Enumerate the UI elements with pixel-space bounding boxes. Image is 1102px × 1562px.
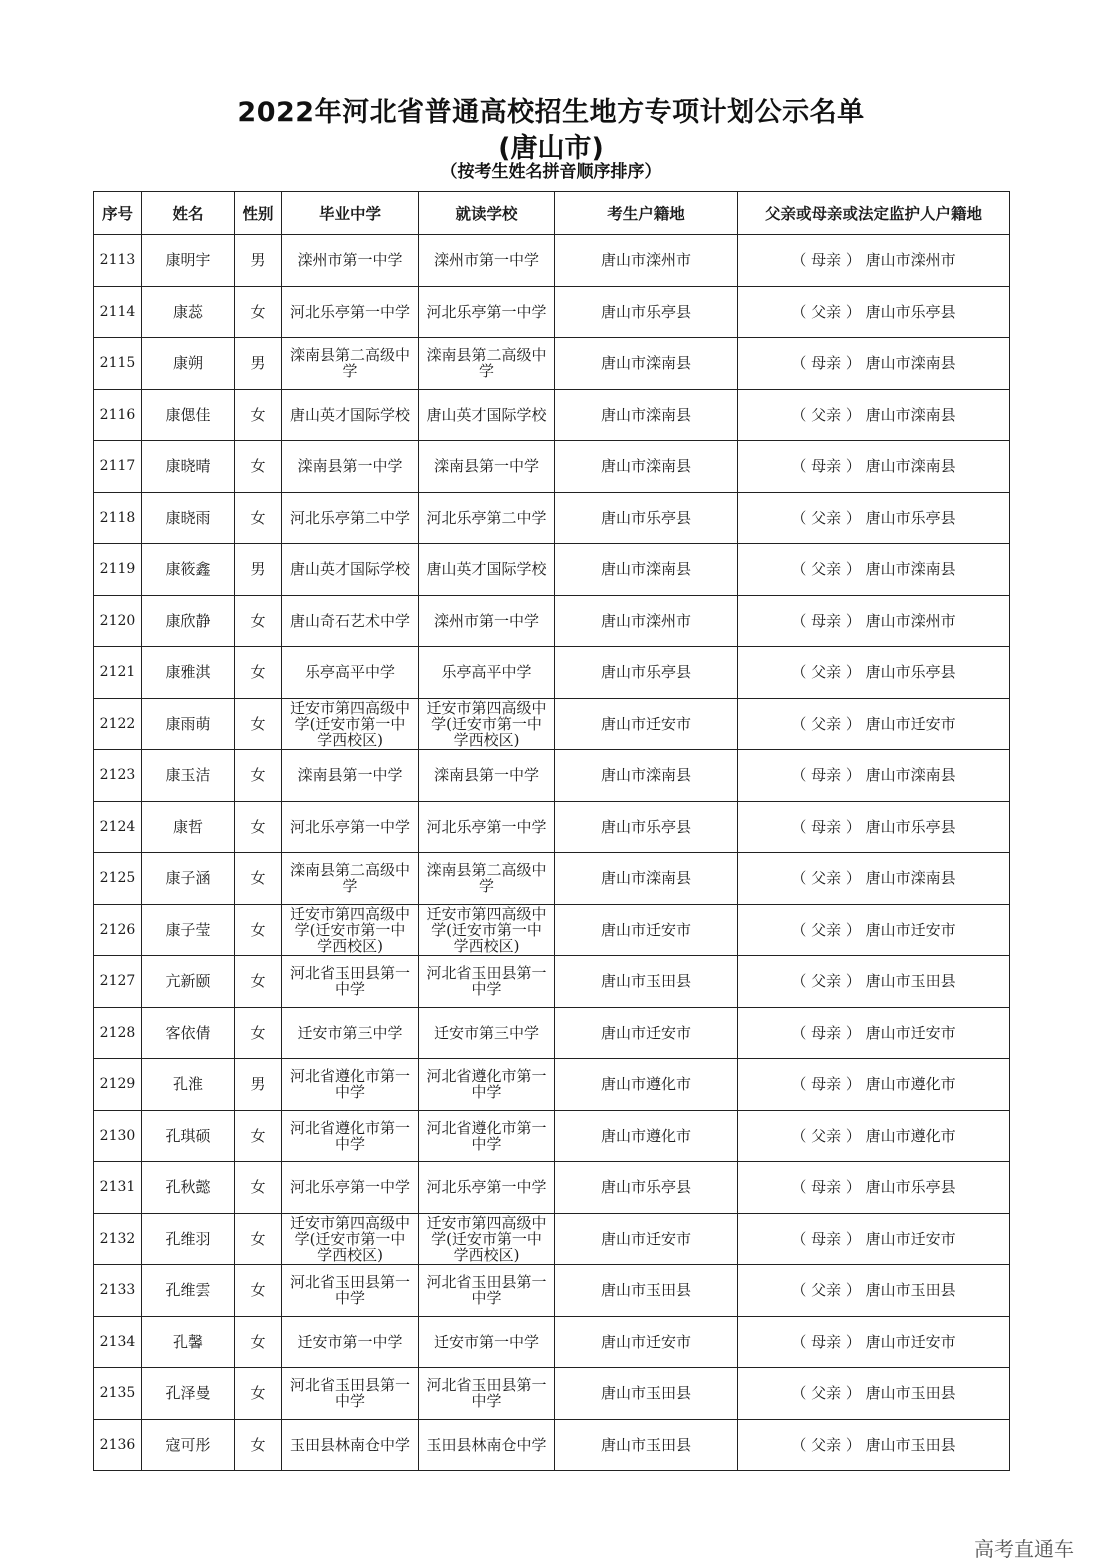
cell-name: 康晓雨 — [142, 492, 235, 544]
cell-gender: 女 — [235, 801, 282, 853]
cell-seq: 2117 — [94, 441, 142, 493]
cell-hukou: 唐山市遵化市 — [555, 1110, 738, 1162]
cell-hukou: 唐山市滦南县 — [555, 750, 738, 802]
cell-parent-hukou: （ 父亲 ） 唐山市乐亭县 — [738, 286, 1010, 338]
cell-seq: 2114 — [94, 286, 142, 338]
cell-parent-hukou: （ 母亲 ） 唐山市滦州市 — [738, 235, 1010, 287]
cell-grad-school: 迁安市第四高级中学(迁安市第一中学西校区) — [282, 1213, 419, 1265]
cell-name: 孔琪硕 — [142, 1110, 235, 1162]
cell-grad-school: 乐亭高平中学 — [282, 647, 419, 699]
cell-grad-school: 河北乐亭第一中学 — [282, 801, 419, 853]
cell-seq: 2130 — [94, 1110, 142, 1162]
cell-parent-hukou: （ 父亲 ） 唐山市玉田县 — [738, 1419, 1010, 1471]
header-hukou: 考生户籍地 — [555, 192, 738, 235]
cell-gender: 女 — [235, 1265, 282, 1317]
cell-parent-hukou: （ 母亲 ） 唐山市乐亭县 — [738, 801, 1010, 853]
cell-gender: 男 — [235, 1059, 282, 1111]
cell-parent-hukou: （ 母亲 ） 唐山市迁安市 — [738, 1316, 1010, 1368]
cell-seq: 2119 — [94, 544, 142, 596]
cell-current-school: 迁安市第三中学 — [419, 1007, 555, 1059]
cell-parent-hukou: （ 父亲 ） 唐山市滦南县 — [738, 853, 1010, 905]
table-row — [94, 853, 1010, 905]
table-row — [94, 1316, 1010, 1368]
cell-seq: 2134 — [94, 1316, 142, 1368]
cell-gender: 男 — [235, 544, 282, 596]
cell-gender: 女 — [235, 1419, 282, 1471]
cell-parent-hukou: （ 父亲 ） 唐山市滦南县 — [738, 544, 1010, 596]
cell-current-school: 河北省玉田县第一中学 — [419, 1265, 555, 1317]
cell-parent-hukou: （ 父亲 ） 唐山市玉田县 — [738, 956, 1010, 1008]
cell-name: 康子涵 — [142, 853, 235, 905]
cell-parent-hukou: （ 父亲 ） 唐山市玉田县 — [738, 1368, 1010, 1420]
cell-gender: 女 — [235, 286, 282, 338]
cell-current-school: 河北省玉田县第一中学 — [419, 956, 555, 1008]
cell-current-school: 迁安市第四高级中学(迁安市第一中学西校区) — [419, 904, 555, 956]
cell-gender: 男 — [235, 235, 282, 287]
cell-name: 康雅淇 — [142, 647, 235, 699]
cell-gender: 女 — [235, 1368, 282, 1420]
cell-grad-school: 唐山英才国际学校 — [282, 389, 419, 441]
table-row — [94, 1110, 1010, 1162]
cell-grad-school: 河北省玉田县第一中学 — [282, 1368, 419, 1420]
cell-grad-school: 迁安市第四高级中学(迁安市第一中学西校区) — [282, 698, 419, 750]
cell-name: 康偲佳 — [142, 389, 235, 441]
cell-name: 康玉洁 — [142, 750, 235, 802]
cell-parent-hukou: （ 父亲 ） 唐山市遵化市 — [738, 1110, 1010, 1162]
table-row — [94, 956, 1010, 1008]
cell-seq: 2131 — [94, 1162, 142, 1214]
cell-grad-school: 迁安市第三中学 — [282, 1007, 419, 1059]
sort-note: （按考生姓名拼音顺序排序） — [440, 162, 662, 182]
cell-seq: 2120 — [94, 595, 142, 647]
cell-parent-hukou: （ 父亲 ） 唐山市迁安市 — [738, 904, 1010, 956]
cell-parent-hukou: （ 母亲 ） 唐山市迁安市 — [738, 1007, 1010, 1059]
cell-grad-school: 唐山奇石艺术中学 — [282, 595, 419, 647]
cell-name: 亢新颐 — [142, 956, 235, 1008]
cell-current-school: 滦州市第一中学 — [419, 595, 555, 647]
cell-grad-school: 河北乐亭第二中学 — [282, 492, 419, 544]
table-row — [94, 286, 1010, 338]
cell-hukou: 唐山市迁安市 — [555, 1316, 738, 1368]
cell-current-school: 滦南县第一中学 — [419, 441, 555, 493]
cell-gender: 女 — [235, 956, 282, 1008]
cell-seq: 2115 — [94, 338, 142, 390]
cell-name: 寇可彤 — [142, 1419, 235, 1471]
table-row — [94, 235, 1010, 287]
cell-seq: 2136 — [94, 1419, 142, 1471]
header-seq: 序号 — [94, 192, 142, 235]
table-row — [94, 338, 1010, 390]
cell-parent-hukou: （ 母亲 ） 唐山市乐亭县 — [738, 1162, 1010, 1214]
cell-seq: 2122 — [94, 698, 142, 750]
cell-hukou: 唐山市迁安市 — [555, 904, 738, 956]
cell-name: 康晓晴 — [142, 441, 235, 493]
cell-current-school: 滦南县第二高级中学 — [419, 338, 555, 390]
city-subtitle: (唐山市) — [498, 133, 604, 164]
cell-parent-hukou: （ 母亲 ） 唐山市滦州市 — [738, 595, 1010, 647]
cell-parent-hukou: （ 父亲 ） 唐山市玉田县 — [738, 1265, 1010, 1317]
cell-hukou: 唐山市乐亭县 — [555, 286, 738, 338]
cell-seq: 2132 — [94, 1213, 142, 1265]
table-row — [94, 1059, 1010, 1111]
cell-grad-school: 滦南县第二高级中学 — [282, 338, 419, 390]
cell-gender: 女 — [235, 492, 282, 544]
cell-hukou: 唐山市乐亭县 — [555, 647, 738, 699]
table-row — [94, 1419, 1010, 1471]
table-row — [94, 1265, 1010, 1317]
cell-parent-hukou: （ 父亲 ） 唐山市滦南县 — [738, 389, 1010, 441]
cell-grad-school: 滦南县第一中学 — [282, 441, 419, 493]
cell-grad-school: 滦南县第一中学 — [282, 750, 419, 802]
cell-name: 康明宇 — [142, 235, 235, 287]
cell-current-school: 乐亭高平中学 — [419, 647, 555, 699]
cell-name: 康子莹 — [142, 904, 235, 956]
cell-name: 孔维雲 — [142, 1265, 235, 1317]
cell-seq: 2133 — [94, 1265, 142, 1317]
cell-seq: 2113 — [94, 235, 142, 287]
cell-parent-hukou: （ 父亲 ） 唐山市迁安市 — [738, 698, 1010, 750]
cell-grad-school: 滦南县第二高级中学 — [282, 853, 419, 905]
cell-name: 孔维羽 — [142, 1213, 235, 1265]
cell-name: 孔泽曼 — [142, 1368, 235, 1420]
table-row — [94, 1162, 1010, 1214]
cell-gender: 女 — [235, 904, 282, 956]
cell-hukou: 唐山市迁安市 — [555, 1213, 738, 1265]
cell-gender: 女 — [235, 1316, 282, 1368]
cell-hukou: 唐山市滦南县 — [555, 338, 738, 390]
table-row — [94, 647, 1010, 699]
cell-gender: 男 — [235, 338, 282, 390]
cell-current-school: 唐山英才国际学校 — [419, 544, 555, 596]
cell-hukou: 唐山市迁安市 — [555, 1007, 738, 1059]
cell-seq: 2123 — [94, 750, 142, 802]
admission-list-table — [93, 191, 1010, 1471]
cell-current-school: 迁安市第四高级中学(迁安市第一中学西校区) — [419, 698, 555, 750]
cell-name: 康欣静 — [142, 595, 235, 647]
header-grad-school: 毕业中学 — [282, 192, 419, 235]
cell-seq: 2126 — [94, 904, 142, 956]
table-row — [94, 389, 1010, 441]
table-row — [94, 441, 1010, 493]
cell-parent-hukou: （ 父亲 ） 唐山市乐亭县 — [738, 492, 1010, 544]
header-current-school: 就读学校 — [419, 192, 555, 235]
cell-name: 康蕊 — [142, 286, 235, 338]
table-row — [94, 544, 1010, 596]
cell-hukou: 唐山市玉田县 — [555, 1368, 738, 1420]
cell-seq: 2124 — [94, 801, 142, 853]
table-row — [94, 698, 1010, 750]
cell-grad-school: 河北省玉田县第一中学 — [282, 956, 419, 1008]
cell-name: 客依倩 — [142, 1007, 235, 1059]
cell-gender: 女 — [235, 441, 282, 493]
cell-hukou: 唐山市玉田县 — [555, 1419, 738, 1471]
cell-grad-school: 河北乐亭第一中学 — [282, 286, 419, 338]
cell-grad-school: 河北乐亭第一中学 — [282, 1162, 419, 1214]
cell-hukou: 唐山市滦南县 — [555, 441, 738, 493]
cell-grad-school: 玉田县林南仓中学 — [282, 1419, 419, 1471]
cell-current-school: 河北乐亭第一中学 — [419, 801, 555, 853]
table-row — [94, 1007, 1010, 1059]
cell-current-school: 迁安市第四高级中学(迁安市第一中学西校区) — [419, 1213, 555, 1265]
cell-current-school: 唐山英才国际学校 — [419, 389, 555, 441]
cell-parent-hukou: （ 母亲 ） 唐山市滦南县 — [738, 338, 1010, 390]
cell-gender: 女 — [235, 389, 282, 441]
cell-parent-hukou: （ 母亲 ） 唐山市迁安市 — [738, 1213, 1010, 1265]
cell-current-school: 滦南县第一中学 — [419, 750, 555, 802]
cell-current-school: 河北省玉田县第一中学 — [419, 1368, 555, 1420]
cell-current-school: 滦南县第二高级中学 — [419, 853, 555, 905]
cell-hukou: 唐山市乐亭县 — [555, 801, 738, 853]
cell-grad-school: 河北省玉田县第一中学 — [282, 1265, 419, 1317]
table-row — [94, 801, 1010, 853]
cell-parent-hukou: （ 母亲 ） 唐山市遵化市 — [738, 1059, 1010, 1111]
header-gender: 性别 — [235, 192, 282, 235]
cell-hukou: 唐山市滦南县 — [555, 853, 738, 905]
cell-hukou: 唐山市乐亭县 — [555, 1162, 738, 1214]
cell-seq: 2125 — [94, 853, 142, 905]
cell-hukou: 唐山市迁安市 — [555, 698, 738, 750]
cell-hukou: 唐山市乐亭县 — [555, 492, 738, 544]
cell-hukou: 唐山市滦州市 — [555, 235, 738, 287]
watermark: 高考直通车 — [974, 1537, 1074, 1561]
page-title: 2022年河北省普通高校招生地方专项计划公示名单 — [237, 97, 865, 128]
cell-hukou: 唐山市遵化市 — [555, 1059, 738, 1111]
header-name: 姓名 — [142, 192, 235, 235]
table-row — [94, 595, 1010, 647]
cell-hukou: 唐山市玉田县 — [555, 1265, 738, 1317]
cell-gender: 女 — [235, 595, 282, 647]
cell-gender: 女 — [235, 1213, 282, 1265]
cell-current-school: 河北省遵化市第一中学 — [419, 1110, 555, 1162]
cell-hukou: 唐山市滦南县 — [555, 544, 738, 596]
cell-seq: 2127 — [94, 956, 142, 1008]
cell-seq: 2116 — [94, 389, 142, 441]
cell-parent-hukou: （ 父亲 ） 唐山市乐亭县 — [738, 647, 1010, 699]
cell-seq: 2118 — [94, 492, 142, 544]
cell-gender: 女 — [235, 1110, 282, 1162]
table-row — [94, 750, 1010, 802]
table-row — [94, 904, 1010, 956]
cell-current-school: 河北乐亭第一中学 — [419, 1162, 555, 1214]
cell-seq: 2135 — [94, 1368, 142, 1420]
cell-gender: 女 — [235, 1007, 282, 1059]
cell-name: 康朔 — [142, 338, 235, 390]
cell-name: 康哲 — [142, 801, 235, 853]
cell-seq: 2121 — [94, 647, 142, 699]
table-row — [94, 1368, 1010, 1420]
cell-name: 孔馨 — [142, 1316, 235, 1368]
cell-grad-school: 河北省遵化市第一中学 — [282, 1110, 419, 1162]
cell-grad-school: 迁安市第四高级中学(迁安市第一中学西校区) — [282, 904, 419, 956]
cell-seq: 2128 — [94, 1007, 142, 1059]
cell-name: 康雨萌 — [142, 698, 235, 750]
cell-current-school: 玉田县林南仓中学 — [419, 1419, 555, 1471]
cell-name: 孔秋懿 — [142, 1162, 235, 1214]
cell-hukou: 唐山市滦南县 — [555, 389, 738, 441]
cell-name: 孔淮 — [142, 1059, 235, 1111]
cell-gender: 女 — [235, 647, 282, 699]
cell-current-school: 河北省遵化市第一中学 — [419, 1059, 555, 1111]
cell-name: 康筱鑫 — [142, 544, 235, 596]
cell-seq: 2129 — [94, 1059, 142, 1111]
cell-parent-hukou: （ 母亲 ） 唐山市滦南县 — [738, 750, 1010, 802]
cell-grad-school: 唐山英才国际学校 — [282, 544, 419, 596]
cell-current-school: 河北乐亭第一中学 — [419, 286, 555, 338]
header-parent-hukou: 父亲或母亲或法定监护人户籍地 — [738, 192, 1010, 235]
table-row — [94, 1213, 1010, 1265]
cell-grad-school: 滦州市第一中学 — [282, 235, 419, 287]
cell-current-school: 滦州市第一中学 — [419, 235, 555, 287]
cell-gender: 女 — [235, 698, 282, 750]
cell-parent-hukou: （ 母亲 ） 唐山市滦南县 — [738, 441, 1010, 493]
cell-gender: 女 — [235, 853, 282, 905]
table-row — [94, 492, 1010, 544]
cell-gender: 女 — [235, 750, 282, 802]
cell-hukou: 唐山市玉田县 — [555, 956, 738, 1008]
cell-current-school: 迁安市第一中学 — [419, 1316, 555, 1368]
cell-grad-school: 河北省遵化市第一中学 — [282, 1059, 419, 1111]
table-header-row — [94, 192, 1010, 235]
cell-grad-school: 迁安市第一中学 — [282, 1316, 419, 1368]
cell-current-school: 河北乐亭第二中学 — [419, 492, 555, 544]
cell-gender: 女 — [235, 1162, 282, 1214]
cell-hukou: 唐山市滦州市 — [555, 595, 738, 647]
